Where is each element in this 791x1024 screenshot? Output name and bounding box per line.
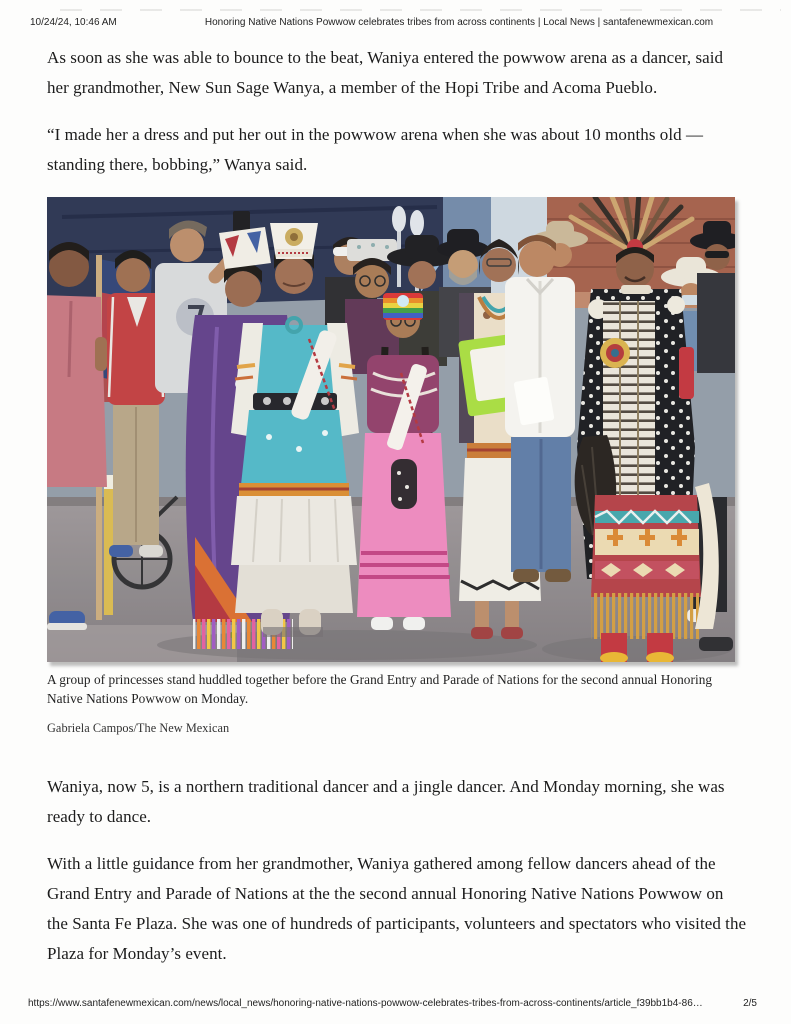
article-figure (47, 197, 735, 743)
article-paragraph: “I made her a dress and put her out in the powwow arena when she was about 10 months old — standing there, bobbing,” Wanya said. (47, 125, 704, 174)
print-footer (28, 998, 763, 1011)
article-paragraph: Waniya, now 5, is a northern traditional dancer and a jingle dancer. And Monday morning, she was ready to dance. (47, 777, 725, 826)
print-header (30, 17, 771, 31)
article-paragraph: With a little guidance from her grandmother, Waniya gathered among fellow dancers ahead of the Grand Entry and Parade of Nations at the the second annual Honoring Native Nations Powwow on the Santa Fe Plaza. She was one of hundreds of participants, volunteers and spectators who visited the Plaza for Monday’s event. (47, 854, 747, 963)
photo-caption: A group of princesses stand huddled together before the Grand Entry and Parade of Nations for the second annual Honoring Native Nations Powwow on Monday. (47, 672, 713, 706)
article-body (47, 43, 747, 986)
footer-url: https://www.santafenewmexican.com/news/local_news/honoring-native-nations-powwow-celebrates-tribes-from-across-continents/article_f39bb1b4-86… (28, 998, 703, 1009)
header-title: Honoring Native Nations Powwow celebrates tribes from across continents | Local News | santafenewmexican.com (204, 17, 714, 28)
scan-artifact (60, 9, 781, 11)
header-date: 10/24/24, 10:46 AM (30, 17, 117, 28)
photo-credit: Gabriela Campos/The New Mexican (47, 721, 230, 735)
article-paragraph: As soon as she was able to bounce to the beat, Waniya entered the powwow arena as a dancer, said her grandmother, New Sun Sage Wanya, a member of the Hopi Tribe and Acoma Pueblo. (47, 48, 724, 97)
footer-page-indicator: 2/5 (743, 998, 757, 1009)
powwow-photo-illustration (47, 197, 735, 662)
